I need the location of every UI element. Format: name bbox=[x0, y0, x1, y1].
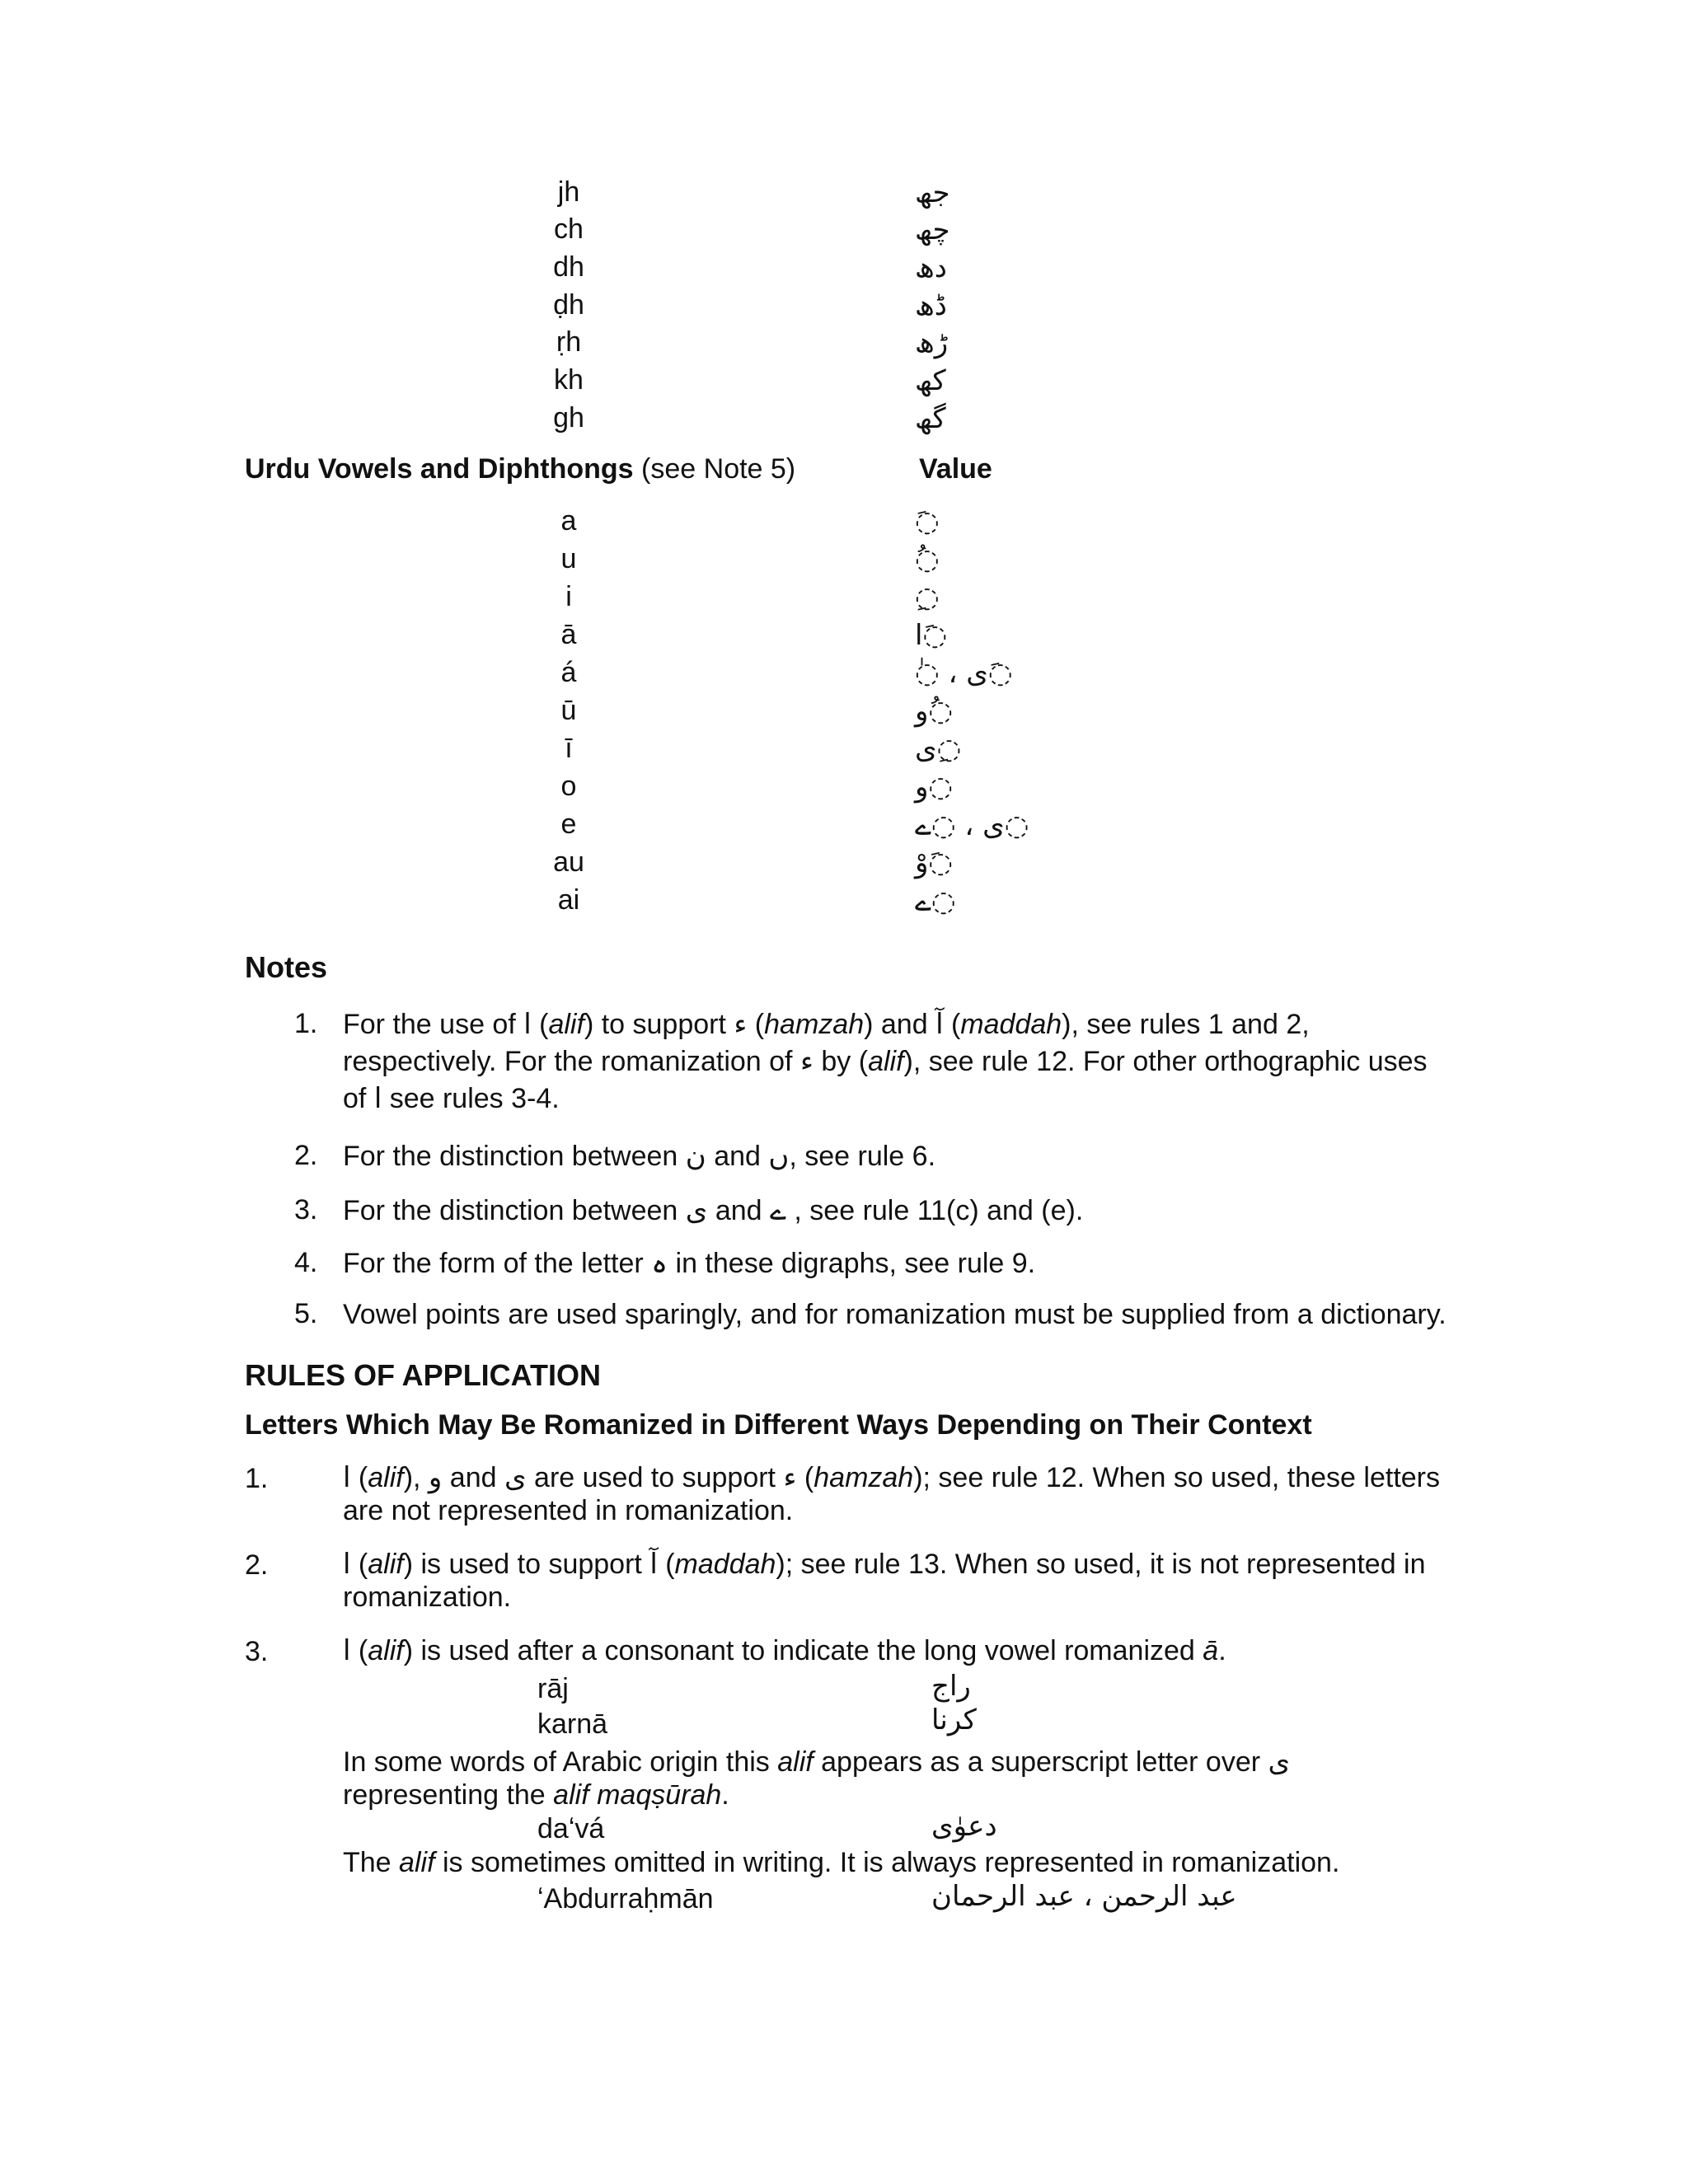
example-rom: karnā bbox=[537, 1708, 608, 1740]
example-urdu: کرنا bbox=[931, 1704, 977, 1736]
urdu-cell: ◌ے bbox=[915, 885, 956, 918]
rom-cell: a bbox=[560, 505, 577, 537]
rom-cell: ai bbox=[557, 884, 580, 916]
note-number: 4. bbox=[294, 1247, 318, 1278]
rom-cell: u bbox=[560, 543, 577, 574]
urdu-cell: ◌َ bbox=[915, 505, 940, 538]
vowels-note-ref: (see Note 5) bbox=[641, 453, 796, 485]
notes-heading: Notes bbox=[245, 950, 328, 984]
rules-subheading: Letters Which May Be Romanized in Different Ways Depending on Their Context bbox=[245, 1409, 1312, 1441]
urdu-cell: ◌ِ bbox=[915, 581, 940, 614]
urdu-cell: ڈھ bbox=[915, 289, 947, 322]
rom-cell: e bbox=[560, 808, 577, 840]
urdu-cell: دھ bbox=[915, 251, 947, 284]
note-number: 2. bbox=[294, 1140, 318, 1171]
urdu-cell: جھ bbox=[915, 176, 950, 209]
note-number: 1. bbox=[294, 1008, 318, 1039]
note-2: For the distinction between ن and ں, see rule 6. bbox=[343, 1140, 936, 1173]
rom-cell: ṛh bbox=[556, 326, 582, 358]
note-number: 5. bbox=[294, 1298, 318, 1329]
urdu-cell: ◌َی ، ◌ٰ bbox=[915, 657, 1013, 690]
example-rom: rāj bbox=[537, 1673, 569, 1704]
urdu-cell: ◌و bbox=[915, 771, 954, 804]
rom-cell: dh bbox=[553, 251, 584, 283]
rule-2: ا (alif) is used to support آ (maddah); see rule 13. When so used, it is not represented in romanization. bbox=[343, 1548, 1426, 1613]
rom-cell: i bbox=[565, 581, 572, 612]
rule-1: ا (alif), و and ی are used to support ء (hamzah); see rule 12. When so used, these letters are not represented in romanization. bbox=[343, 1461, 1440, 1526]
rom-cell: ū bbox=[560, 695, 577, 726]
rom-cell: kh bbox=[554, 364, 584, 396]
vowels-title: Urdu Vowels and Diphthongs bbox=[245, 453, 634, 485]
note-1: For the use of ا (alif) to support ء (hamzah) and آ (maddah), see rules 1 and 2, respectively. For the romanization of ء by (alif), see rule 12. For other orthographic uses of ا see rules 3-4. bbox=[343, 1008, 1428, 1115]
rule-3: ا (alif) is used after a consonant to indicate the long vowel romanized ā. bbox=[343, 1634, 1226, 1667]
note-5: Vowel points are used sparingly, and for romanization must be supplied from a dictionary. bbox=[343, 1299, 1447, 1330]
urdu-cell: چھ bbox=[915, 213, 950, 246]
rule-number: 2. bbox=[245, 1549, 269, 1581]
rule-3-paragraph-2: The alif is sometimes omitted in writing. It is always represented in romanization. bbox=[343, 1847, 1340, 1878]
rom-cell: ḍh bbox=[553, 289, 584, 321]
urdu-cell: کھ bbox=[915, 364, 946, 397]
example-urdu: راج bbox=[931, 1670, 971, 1703]
rule-3-paragraph-1: In some words of Arabic origin this alif appears as a superscript letter over ی representing the alif maqṣūrah. bbox=[343, 1746, 1291, 1811]
rules-heading: RULES OF APPLICATION bbox=[245, 1358, 601, 1392]
urdu-cell: ◌ُ bbox=[915, 543, 940, 576]
rom-cell: o bbox=[560, 771, 577, 802]
urdu-cell: گھ bbox=[915, 402, 946, 435]
example-rom: daʻvá bbox=[537, 1813, 605, 1844]
urdu-cell: ◌َوْ bbox=[915, 846, 954, 879]
rom-cell: ā bbox=[560, 619, 577, 650]
example-urdu: دعوٰی bbox=[931, 1810, 997, 1843]
urdu-cell: ◌ُو bbox=[915, 695, 954, 728]
vowels-heading bbox=[245, 453, 795, 485]
value-column-label: Value bbox=[919, 453, 992, 485]
rule-number: 1. bbox=[245, 1463, 269, 1494]
rom-cell: au bbox=[553, 846, 584, 878]
rom-cell: ī bbox=[565, 733, 573, 764]
rom-cell: á bbox=[560, 657, 577, 688]
example-rom: ʻAbdurraḥmān bbox=[537, 1883, 714, 1915]
example-urdu: عبد الرحمن ، عبد الرحمان bbox=[931, 1880, 1237, 1913]
urdu-cell: ◌َا bbox=[915, 619, 948, 652]
rom-cell: gh bbox=[553, 402, 584, 434]
note-number: 3. bbox=[294, 1194, 318, 1226]
note-3: For the distinction between ی and ے , see rule 11(c) and (e). bbox=[343, 1194, 1084, 1227]
urdu-cell: ڑھ bbox=[915, 326, 949, 359]
urdu-cell: ◌ِی bbox=[915, 733, 962, 766]
rom-cell: ch bbox=[554, 213, 584, 245]
note-4: For the form of the letter ہ in these digraphs, see rule 9. bbox=[343, 1247, 1036, 1280]
urdu-cell: ◌ی ، ◌ے bbox=[915, 809, 1029, 842]
rom-cell: jh bbox=[557, 176, 580, 208]
rule-number: 3. bbox=[245, 1636, 269, 1667]
